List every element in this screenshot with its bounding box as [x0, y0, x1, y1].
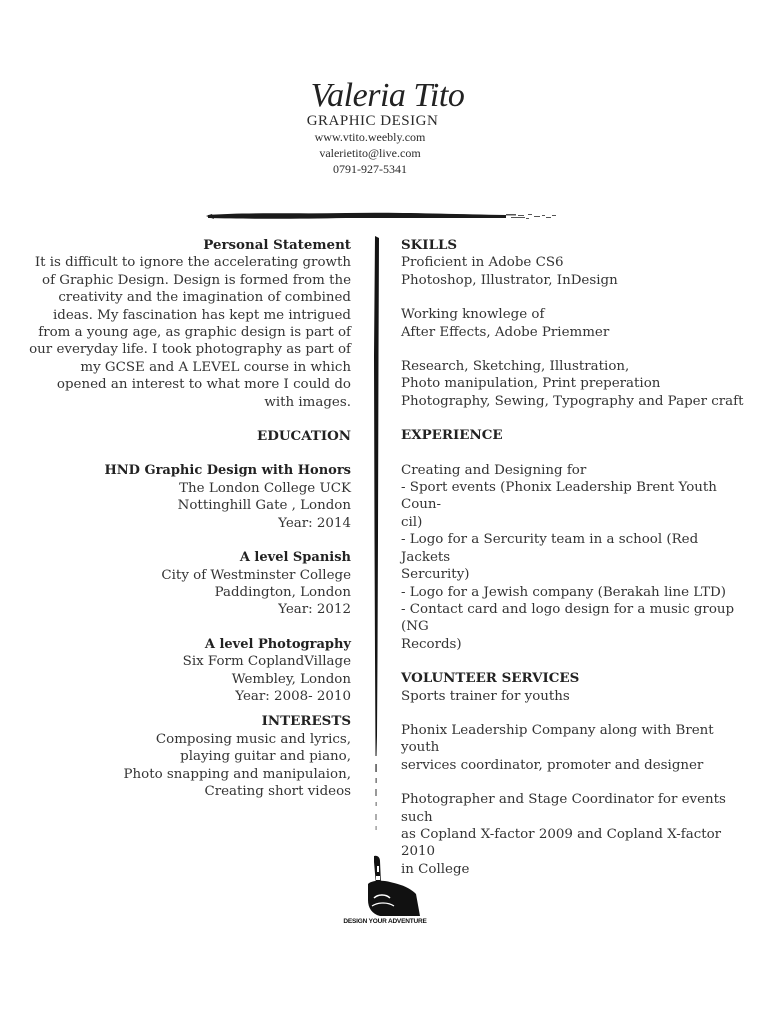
left-column	[20, 237, 351, 800]
experience-line: - Sport events (Phonix Leadership Brent Youth Coun-	[401, 480, 717, 513]
brush-stroke-divider	[206, 206, 558, 226]
skills-line: Working knowlege of	[401, 307, 545, 323]
interests-heading: INTERESTS	[261, 713, 351, 730]
volunteer-line: Photographer and Stage Coordinator for events such	[401, 792, 726, 825]
volunteer-line: services coordinator, promoter and designer	[401, 757, 704, 773]
education-title: A level Spanish	[239, 550, 351, 566]
logo-tagline: DESIGN YOUR ADVENTURE	[343, 918, 427, 925]
experience-line: cil)	[401, 514, 423, 530]
education-entry	[20, 549, 351, 619]
experience-line: Sercurity)	[401, 567, 470, 583]
experience-line: Creating and Designing for	[401, 462, 587, 478]
volunteer-line: Sports trainer for youths	[401, 688, 570, 704]
skills-line: After Effects, Adobe Priemmer	[401, 324, 610, 340]
experience-line: - Contact card and logo design for a music group (NG	[401, 601, 735, 635]
website-link[interactable]: www.vtito.weebly.com	[314, 130, 426, 144]
skills-line: Proficient in Adobe CS6	[401, 255, 564, 271]
email-link[interactable]: valerietito@live.com	[319, 146, 421, 160]
education-line: The London College UCK	[179, 480, 351, 496]
statement-line: our everyday life. I took photography as part of	[29, 342, 351, 358]
skills-line: Research, Sketching, Illustration,	[401, 359, 630, 375]
education-line: City of Westminster College	[161, 567, 351, 583]
interests-line: Photo snapping and manipulaion,	[123, 766, 351, 782]
volunteer-line: Phonix Leadership Company along with Brent youth	[401, 722, 714, 756]
profession-title: GRAPHIC DESIGN	[306, 113, 439, 129]
experience-line: - Logo for a Sercurity team in a school (Red Jackets	[401, 532, 699, 565]
statement-line: It is difficult to ignore the accelerating growth	[34, 255, 351, 271]
education-line: Year: 2014	[278, 515, 351, 531]
statement-line: creativity and the imagination of combined	[58, 290, 351, 306]
education-line: Paddington, London	[214, 584, 351, 600]
education-entry	[20, 636, 351, 706]
vertical-brush-divider	[366, 236, 386, 836]
skills-line: Photoshop, Illustrator, InDesign	[401, 272, 618, 288]
interests-line: Composing music and lyrics,	[155, 731, 351, 747]
education-line: Six Form CoplandVillage	[182, 654, 351, 670]
interests-line: playing guitar and piano,	[180, 749, 351, 765]
statement-line: opened an interest to what more I could do	[56, 377, 351, 393]
education-line: Year: 2008- 2010	[235, 688, 351, 704]
personal-statement-text	[20, 254, 351, 411]
education-heading: EDUCATION	[257, 428, 351, 445]
volunteer-line: as Copland X-factor 2009 and Copland X-factor 2010	[401, 826, 722, 860]
skills-line: Photo manipulation, Print preperation	[401, 376, 661, 392]
interests-line: Creating short videos	[204, 783, 351, 799]
volunteer-line: in College	[401, 861, 470, 877]
statement-line: ideas. My fascination has kept me intrigued	[52, 307, 351, 323]
skills-heading: SKILLS	[401, 237, 458, 253]
education-line: Year: 2012	[278, 602, 351, 618]
experience-line: Records)	[401, 636, 462, 652]
education-entry	[20, 462, 351, 532]
personal-statement-heading: Personal Statement	[203, 237, 351, 253]
statement-line: of Graphic Design. Design is formed from the	[42, 272, 351, 288]
experience-line: - Logo for a Jewish company (Berakah line LTD)	[401, 584, 727, 600]
statement-line: with images.	[264, 394, 351, 410]
education-title: HND Graphic Design with Honors	[104, 463, 351, 479]
applicant-name: Valeria Tito	[310, 77, 465, 114]
resume-header	[250, 78, 490, 177]
education-title: A level Photography	[204, 636, 351, 652]
right-column	[401, 237, 746, 878]
phone-number: 0791-927-5341	[333, 162, 407, 176]
volunteer-heading: VOLUNTEER SERVICES	[401, 670, 580, 687]
experience-heading: EXPERIENCE	[401, 427, 503, 444]
statement-line: from a young age, as graphic design is part of	[38, 325, 351, 341]
statement-line: my GCSE and A LEVEL course in which	[80, 359, 351, 375]
education-line: Nottinghill Gate , London	[177, 498, 351, 514]
education-line: Wembley, London	[231, 671, 351, 687]
skills-line: Photography, Sewing, Typography and Paper craft	[401, 393, 744, 409]
